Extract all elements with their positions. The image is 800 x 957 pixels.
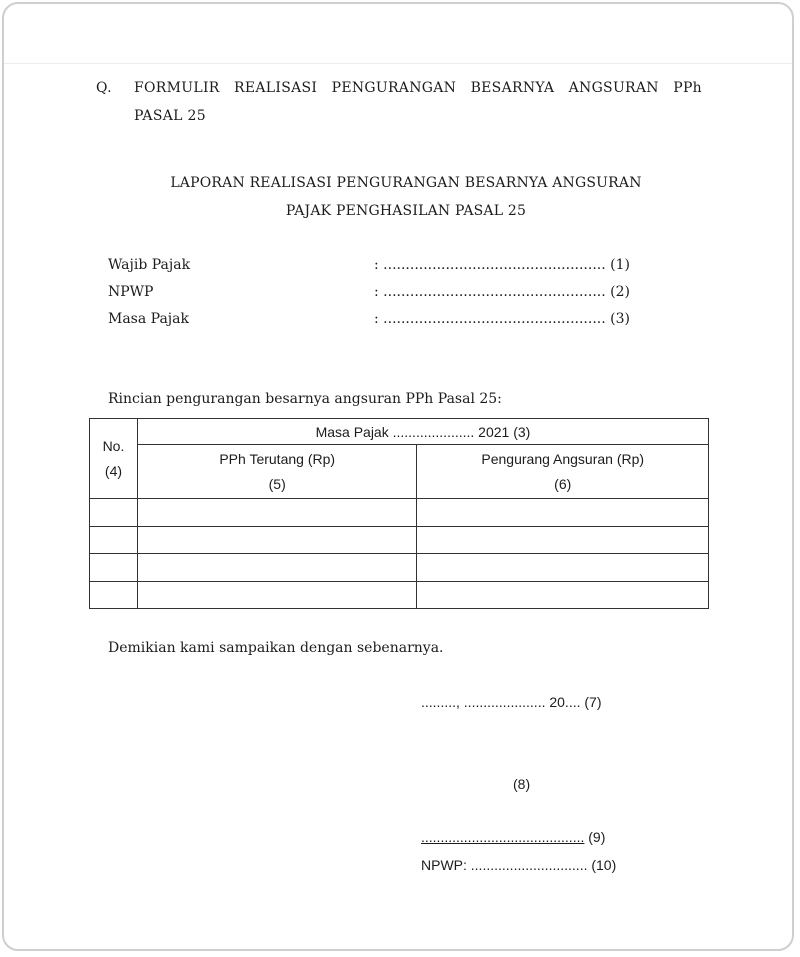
section-heading-line2: PASAL 25 xyxy=(134,108,206,124)
col-pph-header xyxy=(137,445,417,499)
field-value-npwp: : .................................................. (2) xyxy=(374,284,630,300)
report-title-line2: PAJAK PENGHASILAN PASAL 25 xyxy=(285,203,527,219)
field-label-masa-pajak: Masa Pajak xyxy=(108,311,189,327)
field-label-wajib-pajak: Wajib Pajak xyxy=(108,257,191,273)
table-cell[interactable] xyxy=(90,526,138,554)
rincian-table xyxy=(89,418,709,609)
heading-word: PENGURANGAN xyxy=(331,80,457,96)
table-cell[interactable] xyxy=(90,554,138,582)
table-cell[interactable] xyxy=(90,581,138,609)
table-subheader-row xyxy=(90,445,709,499)
heading-word: PPh xyxy=(673,80,702,96)
table-cell[interactable] xyxy=(137,499,417,527)
field-value-wajib-pajak: : .................................................. (1) xyxy=(374,257,630,273)
col-pph-number: (5) xyxy=(268,476,286,492)
table-cell[interactable] xyxy=(137,581,417,609)
table-cell[interactable] xyxy=(137,526,417,554)
table-header-row xyxy=(90,419,709,445)
table-row xyxy=(90,526,709,554)
table-cell[interactable] xyxy=(417,499,709,527)
closing-statement: Demikian kami sampaikan dengan sebenarnya. xyxy=(108,640,444,656)
table-cell[interactable] xyxy=(90,499,138,527)
table-intro: Rincian pengurangan besarnya angsuran PPh Pasal 25: xyxy=(108,391,502,407)
table-cell[interactable] xyxy=(417,581,709,609)
col-pengurang-number: (6) xyxy=(554,476,572,492)
col-pph-label: PPh Terutang (Rp) xyxy=(219,451,336,467)
report-title-line1: LAPORAN REALISASI PENGURANGAN BESARNYA ANGSURAN xyxy=(170,175,642,191)
table-cell[interactable] xyxy=(417,526,709,554)
place-date-line: ........., ..................... 20.... (7) xyxy=(421,694,602,710)
col-no-header xyxy=(90,419,138,499)
col-no-label: No. xyxy=(102,438,125,454)
section-letter: Q. xyxy=(96,80,112,96)
table-row xyxy=(90,554,709,582)
table-cell[interactable] xyxy=(137,554,417,582)
field-label-npwp: NPWP xyxy=(108,284,154,300)
signer-name-line xyxy=(421,829,605,845)
signer-name-dots: .......................................... xyxy=(421,829,585,845)
section-heading-line1 xyxy=(134,80,702,96)
table-cell[interactable] xyxy=(417,554,709,582)
col-no-number: (4) xyxy=(104,463,123,479)
signature-placeholder: (8) xyxy=(513,776,531,792)
field-value-masa-pajak: : .................................................. (3) xyxy=(374,311,630,327)
signer-name-number: (9) xyxy=(584,829,606,845)
heading-word: ANGSURAN xyxy=(568,80,659,96)
heading-word: FORMULIR xyxy=(134,80,220,96)
col-pengurang-label: Pengurang Angsuran (Rp) xyxy=(481,451,645,467)
signer-npwp-line: NPWP: .............................. (10) xyxy=(421,857,617,873)
col-pengurang-header xyxy=(417,445,709,499)
heading-word: BESARNYA xyxy=(470,80,555,96)
heading-word: REALISASI xyxy=(234,80,318,96)
period-header: Masa Pajak ..................... 2021 (3) xyxy=(137,419,708,445)
table-row xyxy=(90,499,709,527)
table-row xyxy=(90,581,709,609)
